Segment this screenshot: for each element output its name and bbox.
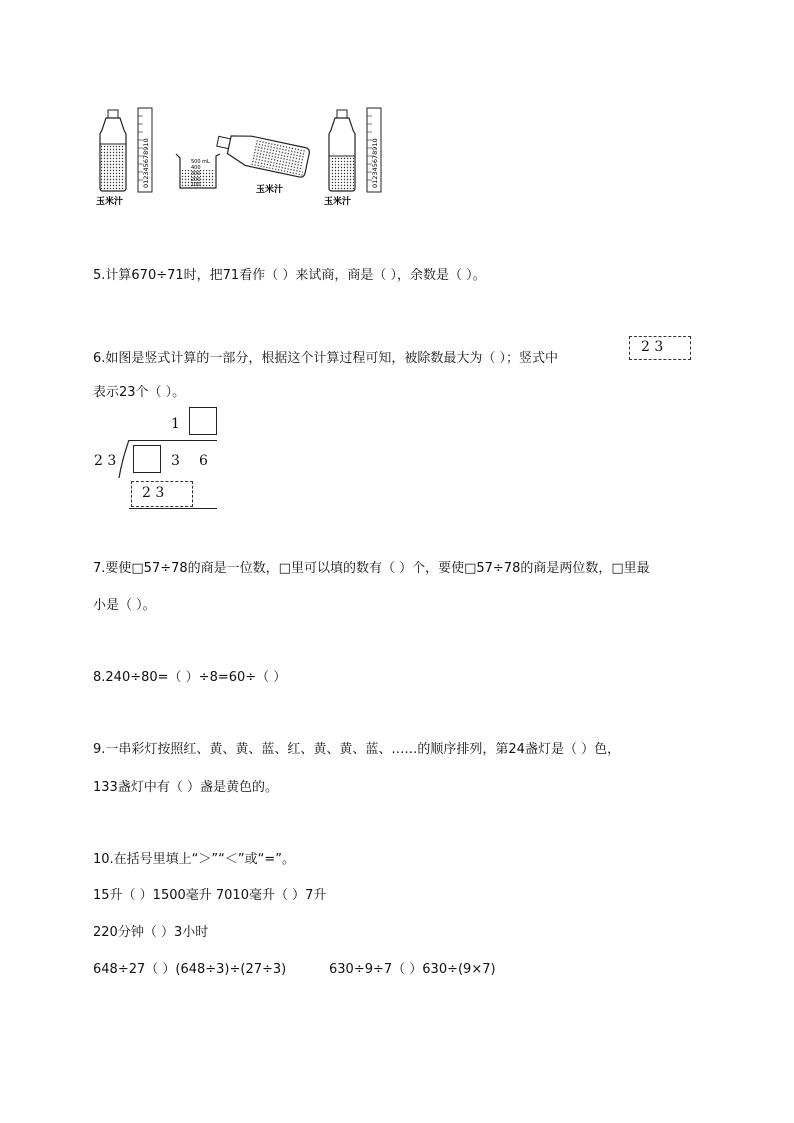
tilted-bottle bbox=[214, 130, 310, 178]
left-ruler bbox=[138, 108, 152, 192]
question-10-row-3a: 648÷27（ ）(648÷3)÷(27÷3) bbox=[93, 962, 287, 977]
question-10-row-3b: 630÷9÷7（ ）630÷(9×7) bbox=[329, 962, 496, 977]
middle-label: 玉米汁 bbox=[256, 185, 284, 195]
cup-mark-400: 400 bbox=[191, 165, 201, 171]
question-9-line-2: 133盏灯中有（ ）盏是黄色的。 bbox=[93, 780, 278, 795]
question-6-line-2: 表示23个（ ）。 bbox=[93, 385, 186, 400]
cup-mark-100: 100 bbox=[191, 182, 201, 188]
left-ruler-digits: 012345678910 bbox=[142, 138, 150, 188]
quotient-digit: 1 bbox=[171, 416, 180, 432]
product-dashed-box bbox=[131, 481, 193, 507]
question-5: 5.计算670÷71时，把71看作（ ）来试商，商是（ ），余数是（ ）。 bbox=[93, 268, 486, 283]
question-6-line-1: 6.如图是竖式计算的一部分，根据这个计算过程可知，被除数最大为（ ）；竖式中 bbox=[93, 351, 559, 366]
question-7-line-2: 小是（ ）。 bbox=[93, 598, 156, 613]
product-digits: 2 3 bbox=[142, 485, 165, 501]
left-bottle bbox=[100, 110, 126, 191]
quotient-blank-box bbox=[189, 407, 217, 435]
divisor: 2 3 bbox=[94, 453, 117, 469]
question-9-line-1: 9.一串彩灯按照红、黄、黄、蓝、红、黄、黄、蓝、……的顺序排列，第24盏灯是（ ）色， bbox=[93, 742, 621, 757]
right-ruler-digits: 012345678910 bbox=[371, 138, 379, 188]
question-10-row-2: 220分钟（ ）3小时 bbox=[93, 925, 209, 940]
division-top-bar bbox=[129, 440, 217, 441]
division-bottom-line bbox=[129, 508, 217, 509]
q6-inline-dashed-box bbox=[629, 336, 691, 360]
question-10-row-1: 15升（ ）1500毫升 7010毫升（ ）7升 bbox=[93, 888, 327, 903]
dividend-digit-2: 6 bbox=[199, 453, 208, 469]
measuring-cup bbox=[176, 154, 220, 188]
cup-mark-500: 500 mL bbox=[191, 159, 210, 165]
right-label: 玉米汁 bbox=[324, 197, 352, 207]
dividend-blank-box bbox=[133, 445, 161, 473]
cup-mark-300: 300 bbox=[191, 171, 201, 177]
left-label: 玉米汁 bbox=[96, 197, 124, 207]
question-10-title: 10.在括号里填上“＞”“＜”或“=”。 bbox=[93, 852, 295, 867]
question-7-line-1: 7.要使□57÷78的商是一位数，□里可以填的数有（ ）个，要使□57÷78的商是两位数，□里最 bbox=[93, 561, 650, 576]
dividend-digit-1: 3 bbox=[171, 453, 180, 469]
q6-inline-box-digits: 2 3 bbox=[641, 339, 664, 355]
cup-mark-200: 200 bbox=[191, 177, 201, 183]
juice-figure bbox=[88, 100, 398, 212]
question-8: 8.240÷80=（ ）÷8=60÷（ ） bbox=[93, 670, 287, 685]
right-ruler bbox=[367, 108, 381, 192]
division-bracket bbox=[118, 440, 132, 480]
right-bottle bbox=[329, 110, 355, 191]
